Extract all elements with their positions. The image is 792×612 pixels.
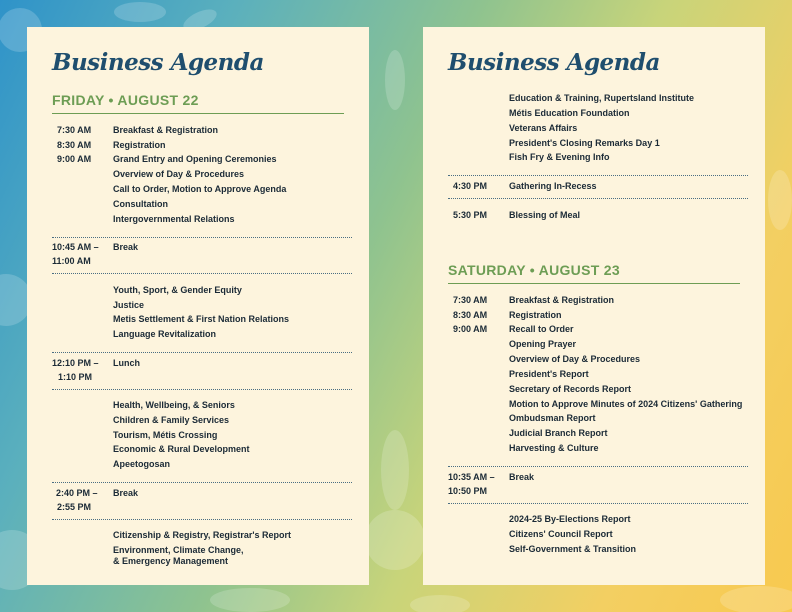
dotted-separator (448, 198, 748, 199)
agenda-event: Break (113, 242, 139, 252)
agenda-event: & Emergency Management (113, 556, 229, 566)
dotted-separator (52, 389, 352, 390)
agenda-event: Harvesting & Culture (509, 443, 599, 453)
agenda-event: Registration (113, 140, 166, 150)
agenda-event: Secretary of Records Report (509, 384, 632, 394)
agenda-time: 9:00 AM (57, 154, 92, 164)
agenda-event: Fish Fry & Evening Info (509, 152, 610, 162)
agenda-event: Overview of Day & Procedures (113, 169, 245, 179)
dotted-separator (52, 237, 352, 238)
agenda-event: Children & Family Services (113, 415, 230, 425)
agenda-event: Self-Government & Transition (509, 544, 637, 554)
agenda-event: Break (509, 472, 535, 482)
agenda-panel-right (423, 27, 765, 585)
agenda-time: 1:10 PM (58, 372, 93, 382)
dotted-separator (52, 273, 352, 274)
agenda-event: Blessing of Meal (509, 210, 581, 220)
agenda-event: Breakfast & Registration (113, 125, 219, 135)
day-heading-saturday: SATURDAY • AUGUST 23 (448, 262, 620, 278)
agenda-event: President's Report (509, 369, 589, 379)
agenda-event: Metis Settlement & First Nation Relations (113, 314, 290, 324)
agenda-time: 2:55 PM (57, 502, 92, 512)
agenda-time: 8:30 AM (453, 310, 488, 320)
agenda-event: Citizenship & Registry, Registrar's Report (113, 530, 292, 540)
agenda-time: 11:00 AM (52, 256, 91, 266)
agenda-event: Tourism, Métis Crossing (113, 430, 218, 440)
agenda-time: 10:50 PM (448, 486, 488, 496)
agenda-event: Motion to Approve Minutes of 2024 Citizens' Gathering (509, 399, 743, 409)
agenda-event: Ombudsman Report (509, 413, 596, 423)
agenda-event: Registration (509, 310, 562, 320)
agenda-event: 2024-25 By-Elections Report (509, 514, 631, 524)
agenda-time: 4:30 PM (453, 181, 488, 191)
agenda-event: Overview of Day & Procedures (509, 354, 641, 364)
agenda-event: Youth, Sport, & Gender Equity (113, 285, 242, 295)
agenda-time: 7:30 AM (57, 125, 92, 135)
agenda-event: Environment, Climate Change, (113, 545, 244, 555)
agenda-event: Justice (113, 300, 145, 310)
agenda-event: Apeetogosan (113, 459, 171, 469)
dotted-separator (448, 466, 748, 467)
agenda-time: 12:10 PM – (52, 358, 99, 368)
day-rule (448, 283, 740, 284)
agenda-event: Health, Wellbeing, & Seniors (113, 400, 235, 410)
agenda-time: 2:40 PM – (56, 488, 98, 498)
day-heading-friday: FRIDAY • AUGUST 22 (52, 92, 199, 108)
agenda-event: Call to Order, Motion to Approve Agenda (113, 184, 287, 194)
agenda-time: 9:00 AM (453, 324, 488, 334)
agenda-time: 8:30 AM (57, 140, 92, 150)
agenda-event: Language Revitalization (113, 329, 217, 339)
agenda-event: Breakfast & Registration (509, 295, 615, 305)
day-rule (52, 113, 344, 114)
dotted-separator (448, 175, 748, 176)
agenda-time: 10:35 AM – (448, 472, 495, 482)
dotted-separator (52, 482, 352, 483)
agenda-time: 7:30 AM (453, 295, 488, 305)
agenda-panel-left (27, 27, 369, 585)
agenda-event: Grand Entry and Opening Ceremonies (113, 154, 277, 164)
agenda-event: Break (113, 488, 139, 498)
agenda-event: Intergovernmental Relations (113, 214, 235, 224)
agenda-event: Economic & Rural Development (113, 444, 250, 454)
agenda-event: President's Closing Remarks Day 1 (509, 138, 660, 148)
agenda-event: Veterans Affairs (509, 123, 578, 133)
agenda-event: Recall to Order (509, 324, 574, 334)
agenda-event: Gathering In-Recess (509, 181, 597, 191)
dotted-separator (52, 519, 352, 520)
agenda-time: 5:30 PM (453, 210, 488, 220)
agenda-event: Lunch (113, 358, 140, 368)
agenda-event: Métis Education Foundation (509, 108, 630, 118)
dotted-separator (52, 352, 352, 353)
agenda-event: Opening Prayer (509, 339, 577, 349)
agenda-title: Business Agenda (448, 49, 660, 76)
agenda-event: Judicial Branch Report (509, 428, 608, 438)
agenda-event: Citizens' Council Report (509, 529, 613, 539)
agenda-event: Education & Training, Rupertsland Institute (509, 93, 695, 103)
dotted-separator (448, 503, 748, 504)
agenda-time: 10:45 AM – (52, 242, 99, 252)
agenda-title: Business Agenda (52, 49, 264, 76)
agenda-event: Consultation (113, 199, 168, 209)
